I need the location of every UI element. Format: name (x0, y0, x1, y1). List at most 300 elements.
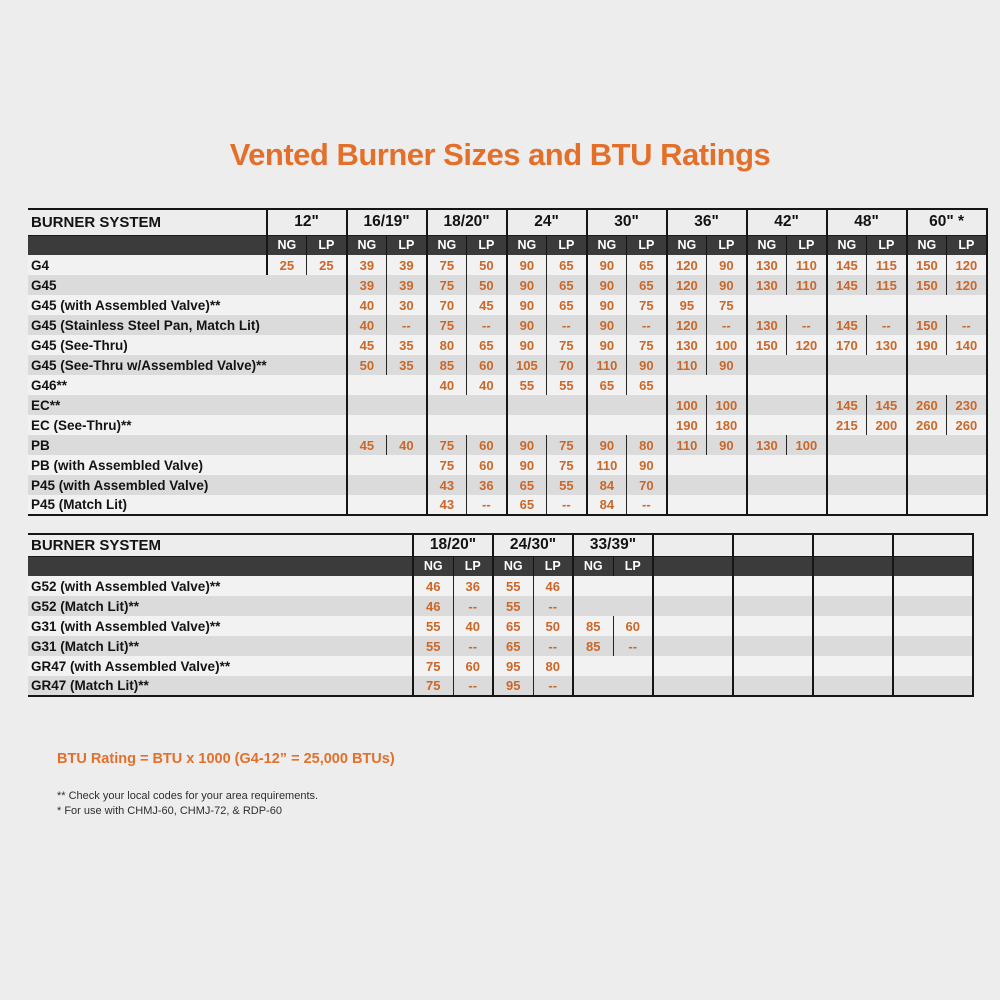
data-cell: 100 (707, 395, 747, 415)
data-cell (267, 295, 307, 315)
data-cell (827, 435, 867, 455)
data-cell (933, 576, 973, 596)
data-cell (773, 656, 813, 676)
data-cell (693, 636, 733, 656)
data-cell (733, 676, 773, 696)
data-cell: 90 (707, 355, 747, 375)
column-group-header: 60" * (907, 209, 987, 235)
data-cell: 65 (493, 636, 533, 656)
subcol-header-ng: NG (267, 235, 307, 255)
table-row (28, 395, 987, 415)
data-cell (387, 395, 427, 415)
data-cell: 55 (493, 576, 533, 596)
data-cell: 215 (827, 415, 867, 435)
data-cell: 90 (507, 255, 547, 275)
row-label: GR47 (with Assembled Valve)** (31, 658, 231, 674)
data-cell: 120 (667, 315, 707, 335)
data-cell (893, 636, 933, 656)
data-cell (787, 455, 827, 475)
data-cell (267, 335, 307, 355)
data-cell: 55 (493, 596, 533, 616)
data-cell (613, 576, 653, 596)
column-group-header: 36" (667, 209, 747, 235)
data-cell: 75 (427, 455, 467, 475)
data-cell: -- (533, 676, 573, 696)
data-cell (693, 576, 733, 596)
data-cell (787, 475, 827, 495)
data-cell (267, 455, 307, 475)
data-cell (387, 375, 427, 395)
data-cell: 65 (547, 255, 587, 275)
data-cell: 150 (907, 255, 947, 275)
vented-burner-table-secondary (28, 533, 974, 697)
column-group-header: 12" (267, 209, 347, 235)
data-cell: 260 (947, 415, 987, 435)
subcol-header-lp: LP (613, 556, 653, 576)
data-cell (307, 295, 347, 315)
data-cell (707, 495, 747, 515)
table-row (28, 275, 987, 295)
data-cell (893, 596, 933, 616)
data-cell (307, 315, 347, 335)
data-cell (267, 275, 307, 295)
row-label: P45 (with Assembled Valve) (31, 477, 209, 493)
data-cell (933, 636, 973, 656)
column-group-header: 30" (587, 209, 667, 235)
data-cell: 46 (533, 576, 573, 596)
data-cell: 110 (787, 255, 827, 275)
data-cell: 55 (547, 375, 587, 395)
footnote-for-use: * For use with CHMJ-60, CHMJ-72, & RDP-60 (57, 805, 282, 817)
data-cell (387, 415, 427, 435)
row-label: G52 (Match Lit)** (31, 598, 140, 614)
data-cell: 260 (907, 415, 947, 435)
subcol-header-ng: NG (747, 235, 787, 255)
column-group-header: 48" (827, 209, 907, 235)
subcol-header-ng: NG (907, 235, 947, 255)
table-row (28, 596, 973, 616)
data-cell: 55 (413, 616, 453, 636)
data-cell (827, 475, 867, 495)
data-cell: 36 (467, 475, 507, 495)
subcol-header-ng: NG (507, 235, 547, 255)
data-cell: 140 (947, 335, 987, 355)
data-cell (907, 435, 947, 455)
data-cell: 110 (587, 355, 627, 375)
data-cell (573, 596, 613, 616)
subcol-header-ng: NG (587, 235, 627, 255)
data-cell (613, 596, 653, 616)
btu-rating-note: BTU Rating = BTU x 1000 (G4-12” = 25,000 BTUs) (57, 751, 395, 767)
data-cell: 60 (467, 435, 507, 455)
data-cell: 43 (427, 495, 467, 515)
data-cell: 25 (307, 255, 347, 275)
data-cell: 75 (547, 335, 587, 355)
data-cell: 230 (947, 395, 987, 415)
data-cell (867, 455, 907, 475)
data-cell (267, 395, 307, 415)
data-cell: 75 (427, 255, 467, 275)
data-cell: 110 (667, 355, 707, 375)
data-cell: 40 (347, 315, 387, 335)
data-cell (933, 676, 973, 696)
data-cell: 50 (533, 616, 573, 636)
table-row (28, 355, 987, 375)
table-row (28, 576, 973, 596)
column-group-header: 18/20" (427, 209, 507, 235)
data-cell: 145 (827, 255, 867, 275)
data-cell: 45 (347, 435, 387, 455)
data-cell (307, 415, 347, 435)
data-cell: 85 (573, 616, 613, 636)
data-cell (707, 375, 747, 395)
subcol-header-lp: LP (533, 556, 573, 576)
data-cell: 90 (627, 455, 667, 475)
data-cell (307, 275, 347, 295)
data-cell: 75 (627, 295, 667, 315)
subcol-header-lp: LP (547, 235, 587, 255)
data-cell (653, 636, 693, 656)
data-cell (893, 576, 933, 596)
data-cell: 65 (467, 335, 507, 355)
data-cell (867, 355, 907, 375)
data-cell: 84 (587, 495, 627, 515)
data-cell: -- (627, 315, 667, 335)
data-cell: 36 (453, 576, 493, 596)
data-cell (787, 415, 827, 435)
data-cell: 90 (707, 435, 747, 455)
table-row (28, 475, 987, 495)
data-cell: 55 (547, 475, 587, 495)
data-cell: 50 (347, 355, 387, 375)
data-cell: 60 (613, 616, 653, 636)
data-cell (907, 455, 947, 475)
row-label: PB (with Assembled Valve) (31, 457, 204, 473)
row-label: PB (31, 437, 50, 453)
data-cell (747, 415, 787, 435)
data-cell (827, 355, 867, 375)
data-cell: 40 (453, 616, 493, 636)
data-cell: -- (547, 495, 587, 515)
data-cell (907, 475, 947, 495)
data-cell: 130 (867, 335, 907, 355)
page-title: Vented Burner Sizes and BTU Ratings (229, 137, 771, 172)
data-cell: 45 (347, 335, 387, 355)
data-cell: 130 (667, 335, 707, 355)
data-cell (853, 676, 893, 696)
row-label: G31 (Match Lit)** (31, 638, 140, 654)
row-label: GR47 (Match Lit)** (31, 678, 149, 693)
subcol-header-ng: NG (413, 556, 453, 576)
burner-system-header: BURNER SYSTEM (31, 213, 162, 231)
band-spacer (28, 556, 413, 576)
data-cell (427, 415, 467, 435)
data-cell: 80 (427, 335, 467, 355)
data-cell: -- (387, 315, 427, 335)
data-cell (853, 616, 893, 636)
data-cell: 100 (667, 395, 707, 415)
data-cell (867, 375, 907, 395)
data-cell: 80 (627, 435, 667, 455)
data-cell: 35 (387, 355, 427, 375)
data-cell: 150 (907, 275, 947, 295)
data-cell: 145 (867, 395, 907, 415)
data-cell: 65 (547, 295, 587, 315)
data-cell (693, 616, 733, 636)
subcol-header-lp: LP (787, 235, 827, 255)
data-cell (733, 656, 773, 676)
data-cell (827, 295, 867, 315)
data-cell: 46 (413, 596, 453, 616)
data-cell: 65 (507, 475, 547, 495)
data-cell (747, 475, 787, 495)
data-cell: 90 (507, 455, 547, 475)
data-cell: 110 (667, 435, 707, 455)
data-cell: 75 (427, 315, 467, 335)
data-cell (893, 616, 933, 636)
data-cell: 70 (547, 355, 587, 375)
data-cell (907, 495, 947, 515)
data-cell: 120 (667, 275, 707, 295)
data-cell: 65 (493, 616, 533, 636)
data-cell: 55 (413, 636, 453, 656)
data-cell: 45 (467, 295, 507, 315)
data-cell (307, 335, 347, 355)
row-label: G45 (31, 277, 57, 293)
data-cell: 190 (907, 335, 947, 355)
data-cell: 130 (747, 275, 787, 295)
data-cell: 90 (507, 275, 547, 295)
data-cell (307, 455, 347, 475)
data-cell: 100 (787, 435, 827, 455)
data-cell (747, 355, 787, 375)
data-cell (733, 576, 773, 596)
data-cell: 40 (427, 375, 467, 395)
data-cell (747, 455, 787, 475)
data-cell: 75 (547, 455, 587, 475)
data-cell: 65 (627, 275, 667, 295)
data-cell (347, 455, 387, 475)
data-cell (867, 475, 907, 495)
row-label: G45 (Stainless Steel Pan, Match Lit) (31, 317, 260, 333)
size-header-row (28, 534, 973, 556)
data-cell: 130 (747, 255, 787, 275)
data-cell (733, 596, 773, 616)
subcol-header-ng: NG (827, 235, 867, 255)
data-cell: 110 (587, 455, 627, 475)
data-cell: 90 (507, 335, 547, 355)
data-cell (627, 415, 667, 435)
data-cell: 84 (587, 475, 627, 495)
row-label: G46** (31, 377, 68, 393)
table-row (28, 315, 987, 335)
column-group-header: 42" (747, 209, 827, 235)
data-cell: 120 (787, 335, 827, 355)
data-cell: 170 (827, 335, 867, 355)
subcol-header-lp: LP (947, 235, 987, 255)
data-cell (587, 395, 627, 415)
column-group-header: 24" (507, 209, 587, 235)
subcol-header-lp: LP (627, 235, 667, 255)
subcol-header-ng: NG (667, 235, 707, 255)
data-cell (787, 355, 827, 375)
data-cell (947, 495, 987, 515)
data-cell (653, 576, 693, 596)
data-cell (813, 636, 853, 656)
table-row (28, 335, 987, 355)
data-cell (573, 656, 613, 676)
data-cell: 75 (627, 335, 667, 355)
row-label: EC (See-Thru)** (31, 417, 132, 433)
data-cell: 75 (427, 275, 467, 295)
data-cell: 145 (827, 395, 867, 415)
data-cell (853, 636, 893, 656)
column-group-header (653, 534, 733, 556)
data-cell (733, 616, 773, 636)
data-cell: 90 (707, 275, 747, 295)
data-cell: 75 (413, 656, 453, 676)
data-cell (307, 355, 347, 375)
data-cell: 90 (587, 315, 627, 335)
column-group-header (893, 534, 973, 556)
data-cell (347, 495, 387, 515)
subcol-header-ng: NG (427, 235, 467, 255)
data-cell (773, 576, 813, 596)
data-cell: 55 (507, 375, 547, 395)
data-cell: 75 (707, 295, 747, 315)
data-cell (827, 375, 867, 395)
data-cell: -- (707, 315, 747, 335)
data-cell (853, 596, 893, 616)
data-cell: 65 (547, 275, 587, 295)
data-cell: -- (867, 315, 907, 335)
data-cell (867, 435, 907, 455)
data-cell (947, 295, 987, 315)
data-cell (347, 375, 387, 395)
data-cell: 50 (467, 255, 507, 275)
data-cell (573, 576, 613, 596)
band-empty-cell (813, 556, 893, 576)
data-cell: 50 (467, 275, 507, 295)
row-label: G45 (See-Thru) (31, 337, 128, 353)
data-cell (653, 676, 693, 696)
data-cell (787, 395, 827, 415)
data-cell (707, 475, 747, 495)
data-cell (267, 495, 307, 515)
data-cell: 75 (427, 435, 467, 455)
band-spacer (28, 235, 267, 255)
data-cell: 145 (827, 315, 867, 335)
data-cell: 65 (587, 375, 627, 395)
data-cell: -- (467, 315, 507, 335)
data-cell: 120 (947, 275, 987, 295)
data-cell (813, 656, 853, 676)
data-cell: -- (533, 636, 573, 656)
row-label: G31 (with Assembled Valve)** (31, 618, 221, 634)
column-group-header: 24/30" (493, 534, 573, 556)
row-label: EC** (31, 397, 61, 413)
data-cell: 75 (547, 435, 587, 455)
data-cell (787, 375, 827, 395)
data-cell: 60 (467, 355, 507, 375)
data-cell (267, 355, 307, 375)
data-cell (893, 656, 933, 676)
data-cell (947, 475, 987, 495)
data-cell (467, 395, 507, 415)
data-cell: -- (613, 636, 653, 656)
data-cell: 105 (507, 355, 547, 375)
table-row (28, 495, 987, 515)
data-cell (587, 415, 627, 435)
data-cell (267, 435, 307, 455)
data-cell: 100 (707, 335, 747, 355)
row-label: G45 (See-Thru w/Assembled Valve)** (31, 357, 267, 373)
data-cell (613, 676, 653, 696)
data-cell (747, 375, 787, 395)
data-cell (573, 676, 613, 696)
data-cell (307, 435, 347, 455)
data-cell (853, 576, 893, 596)
footnote-local-codes: ** Check your local codes for your area requirements. (57, 790, 319, 802)
data-cell (667, 475, 707, 495)
data-cell (947, 435, 987, 455)
data-cell (347, 475, 387, 495)
data-cell: 85 (573, 636, 613, 656)
data-cell: 40 (347, 295, 387, 315)
data-cell (267, 375, 307, 395)
band-empty-cell (893, 556, 973, 576)
subcol-header-ng: NG (347, 235, 387, 255)
table-row (28, 656, 973, 676)
data-cell: -- (947, 315, 987, 335)
band-empty-cell (653, 556, 733, 576)
data-cell (507, 395, 547, 415)
column-group-header: 18/20" (413, 534, 493, 556)
table-row (28, 636, 973, 656)
data-cell: 25 (267, 255, 307, 275)
data-cell (947, 355, 987, 375)
data-cell: 90 (507, 315, 547, 335)
data-cell: 40 (467, 375, 507, 395)
data-cell (693, 656, 733, 676)
data-cell: 200 (867, 415, 907, 435)
data-cell (867, 495, 907, 515)
data-cell: 95 (493, 676, 533, 696)
band-empty-cell (733, 556, 813, 576)
data-cell: 130 (747, 435, 787, 455)
data-cell (427, 395, 467, 415)
data-cell (347, 395, 387, 415)
data-cell: 80 (533, 656, 573, 676)
data-cell: 90 (707, 255, 747, 275)
data-cell (933, 656, 973, 676)
data-cell (907, 355, 947, 375)
table-row (28, 676, 973, 696)
subcol-header-ng: NG (493, 556, 533, 576)
data-cell: 70 (627, 475, 667, 495)
data-cell (547, 415, 587, 435)
data-cell: 130 (747, 315, 787, 335)
data-cell (467, 415, 507, 435)
data-cell (747, 495, 787, 515)
data-cell: 120 (667, 255, 707, 275)
data-cell: 150 (747, 335, 787, 355)
data-cell: 65 (507, 495, 547, 515)
data-cell: 39 (387, 255, 427, 275)
data-cell (693, 676, 733, 696)
row-label: G45 (with Assembled Valve)** (31, 297, 221, 313)
size-header-row (28, 209, 987, 235)
